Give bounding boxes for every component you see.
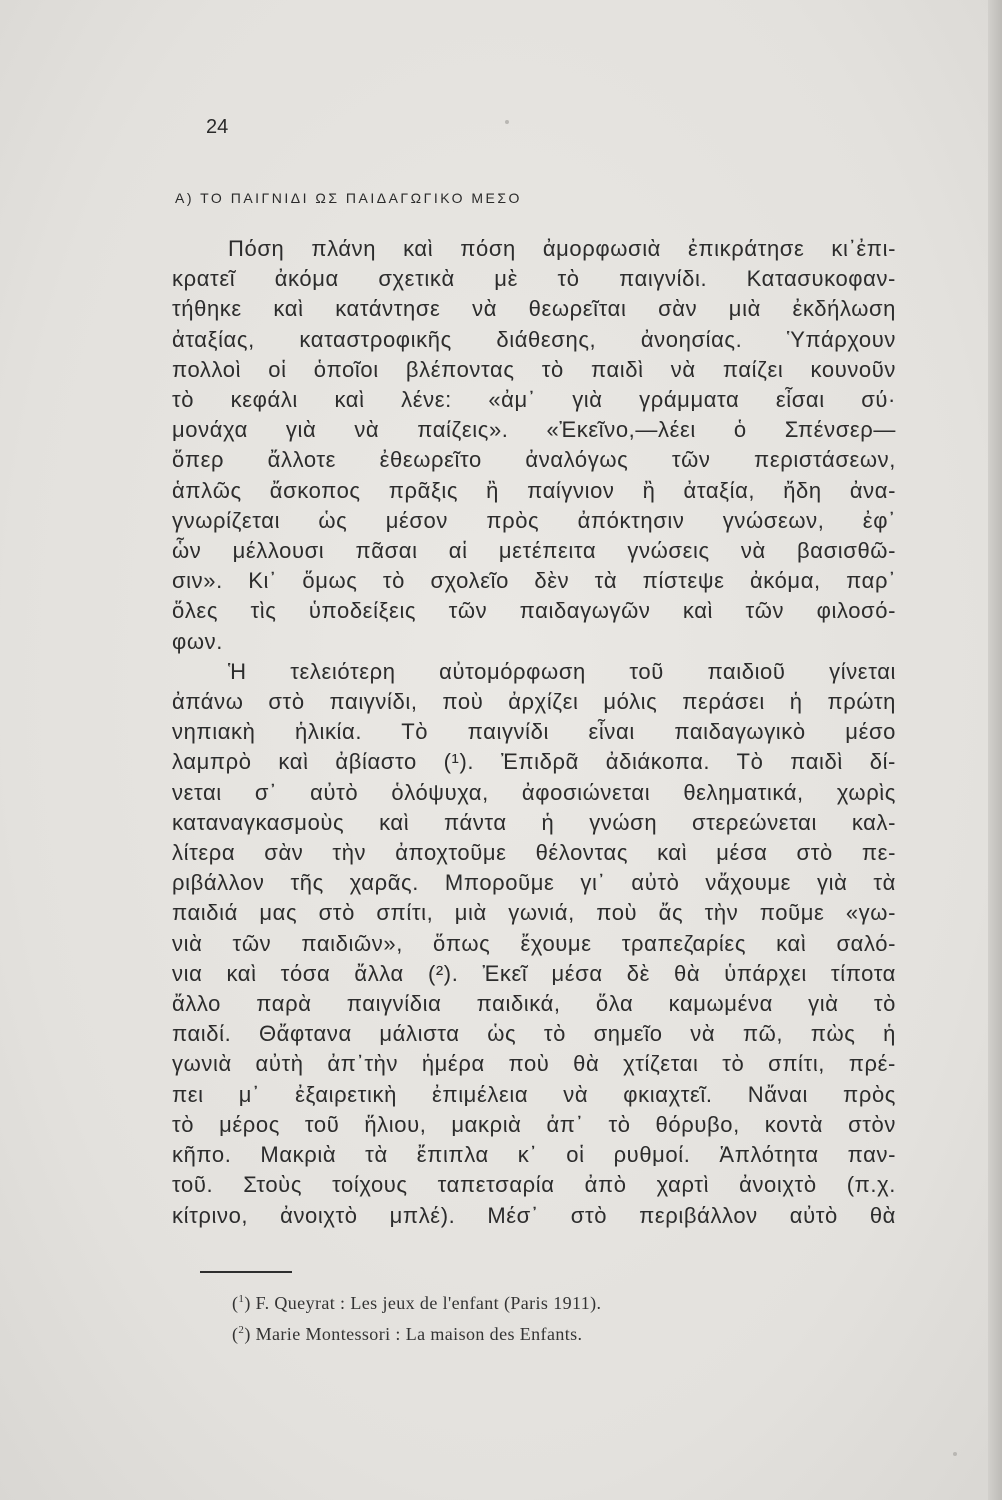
footnote-text: Marie Montessori : La maison des Enfants. — [255, 1324, 583, 1344]
text-line: γνωρίζεται ὡς μέσον πρὸς ἀπόκτησιν γνώσεων, ἐφ᾿ — [172, 507, 896, 533]
footnote-text: F. Queyrat : Les jeux de l'enfant (Paris 1911). — [255, 1293, 602, 1313]
text-line: σιν». Κι᾿ ὅμως τὸ σχολεῖο δὲν τὰ πίστεψε ἀκόμα, παρ᾿ — [172, 568, 896, 594]
text-line: τήθηκε καὶ κατάντησε νὰ θεωρεῖται σὰν μιὰ ἐκδήλωση — [172, 296, 896, 322]
text-line: τὸ μέρος τοῦ ἥλιου, μακριὰ ἀπ᾿ τὸ θόρυβο, κοντὰ στὸν — [172, 1111, 896, 1137]
text-line: Πόση πλάνη καὶ πόση ἀμορφωσιὰ ἐπικράτησε κι᾿ἐπι- — [228, 236, 896, 261]
footnote-item: ($^1$) F. Queyrat : Les jeux de l'enfant (Paris 1911). — [232, 1293, 602, 1313]
page-number: 24 — [206, 116, 229, 138]
footnote-item: ($^2$) Marie Montessori : La maison des Enfants. — [232, 1324, 583, 1344]
text-line: παιδιά μας στὸ σπίτι, μιὰ γωνιά, ποὺ ἄς τὴν ποῦμε «γω- — [172, 900, 896, 926]
text-line: νεται σ᾿ αὐτὸ ὁλόψυχα, ἀφοσιώνεται θεληματικά, χωρὶς — [172, 779, 896, 805]
text-line: νηπιακὴ ἡλικία. Τὸ παιγνίδι εἶναι παιδαγωγικὸ μέσο — [172, 719, 896, 745]
text-line: παιδί. Θἄφτανα μάλιστα ὡς τὸ σημεῖο νὰ πῶ, πὼς ἡ — [172, 1021, 896, 1047]
page-edge-shadow — [988, 0, 1002, 1500]
text-line: ὅλες τὶς ὑποδείξεις τῶν παιδαγωγῶν καὶ τῶν φιλοσό- — [172, 598, 896, 624]
footnote-marker: 2 — [238, 1324, 245, 1336]
text-line: ὅπερ ἄλλοτε ἐθεωρεῖτο ἀναλόγως τῶν περιστάσεων, — [172, 447, 896, 473]
text-line: τὸ κεφάλι καὶ λένε: «ἀμ᾿ γιὰ γράμματα εἶσαι σύ· — [172, 387, 896, 413]
footnote-marker: 1 — [238, 1293, 245, 1305]
text-line: φων. — [172, 628, 223, 654]
text-line: ἀπάνω στὸ παιγνίδι, ποὺ ἀρχίζει μόλις περάσει ἡ πρώτη — [172, 689, 896, 715]
text-line: νια καὶ τόσα ἄλλα (²). Ἐκεῖ μέσα δὲ θὰ ὑπάρχει τίποτα — [172, 960, 896, 986]
text-line: μονάχα γιὰ νὰ παίζεις». «Ἐκεῖνο,—λέει ὁ Σπένσερ— — [172, 417, 896, 443]
text-line: πει μ᾿ ἐξαιρετικὴ ἐπιμέλεια νὰ φκιαχτεῖ. Νἄναι πρὸς — [172, 1081, 896, 1107]
text-line: ὧν μέλλουσι πᾶσαι αἱ μετέπειτα γνώσεις νὰ βασισθῶ- — [172, 538, 896, 564]
paper-speck — [953, 1452, 957, 1456]
footnotes — [232, 1286, 601, 1348]
text-line: κίτρινο, ἀνοιχτὸ μπλέ). Μέσ᾿ στὸ περιβάλλον αὐτὸ θὰ — [172, 1202, 896, 1228]
text-line: Ἡ τελειότερη αὐτομόρφωση τοῦ παιδιοῦ γίνεται — [228, 658, 896, 684]
text-line: κρατεῖ ἀκόμα σχετικὰ μὲ τὸ παιγνίδι. Κατασυκοφαν- — [172, 266, 896, 292]
section-heading: Α) ΤΟ ΠΑΙΓΝΙΔΙ ΩΣ ΠΑΙΔΑΓΩΓΙΚΟ ΜΕΣΟ — [175, 190, 522, 206]
text-line: λαμπρὸ καὶ ἀβίαστο (¹). Ἐπιδρᾶ ἀδιάκοπα. Τὸ παιδὶ δί- — [172, 749, 896, 775]
footnote-divider — [200, 1271, 292, 1273]
text-line: κῆπο. Μακριὰ τὰ ἔπιπλα κ᾿ οἱ ρυθμοί. Ἁπλότητα παν- — [172, 1142, 896, 1168]
text-line: ἄλλο παρὰ παιγνίδια παιδικά, ὅλα καμωμένα γιὰ τὸ — [172, 991, 896, 1017]
paper-speck — [505, 120, 509, 124]
text-line: γωνιὰ αὐτὴ ἀπ᾿τὴν ἡμέρα ποὺ θὰ χτίζεται τὸ σπίτι, πρέ- — [172, 1051, 896, 1077]
text-line: νιὰ τῶν παιδιῶν», ὅπως ἔχουμε τραπεζαρίες καὶ σαλό- — [172, 930, 896, 956]
text-line: ριβάλλον τῆς χαρᾶς. Μποροῦμε γι᾿ αὐτὸ νἄχουμε γιὰ τὰ — [172, 870, 896, 896]
text-line: ἀταξίας, καταστροφικῆς διάθεσης, ἀνοησίας. Ὑπάρχουν — [172, 326, 896, 352]
body-text — [172, 234, 896, 1231]
text-line: τοῦ. Στοὺς τοίχους ταπετσαρία ἀπὸ χαρτὶ ἀνοιχτὸ (π.χ. — [172, 1172, 896, 1198]
text-line: λίτερα σὰν τὴν ἀποχτοῦμε θέλοντας καὶ μέσα στὸ πε- — [172, 840, 896, 866]
text-line: ἁπλῶς ἄσκοπος πρᾶξις ἢ παίγνιον ἢ ἀταξία, ἤδη ἀνα- — [172, 477, 896, 503]
text-line: πολλοὶ οἱ ὁποῖοι βλέποντας τὸ παιδὶ νὰ παίζει κουνοῦν — [172, 356, 896, 382]
text-line: καταναγκασμοὺς καὶ πάντα ἡ γνώση στερεώνεται καλ- — [172, 809, 896, 835]
